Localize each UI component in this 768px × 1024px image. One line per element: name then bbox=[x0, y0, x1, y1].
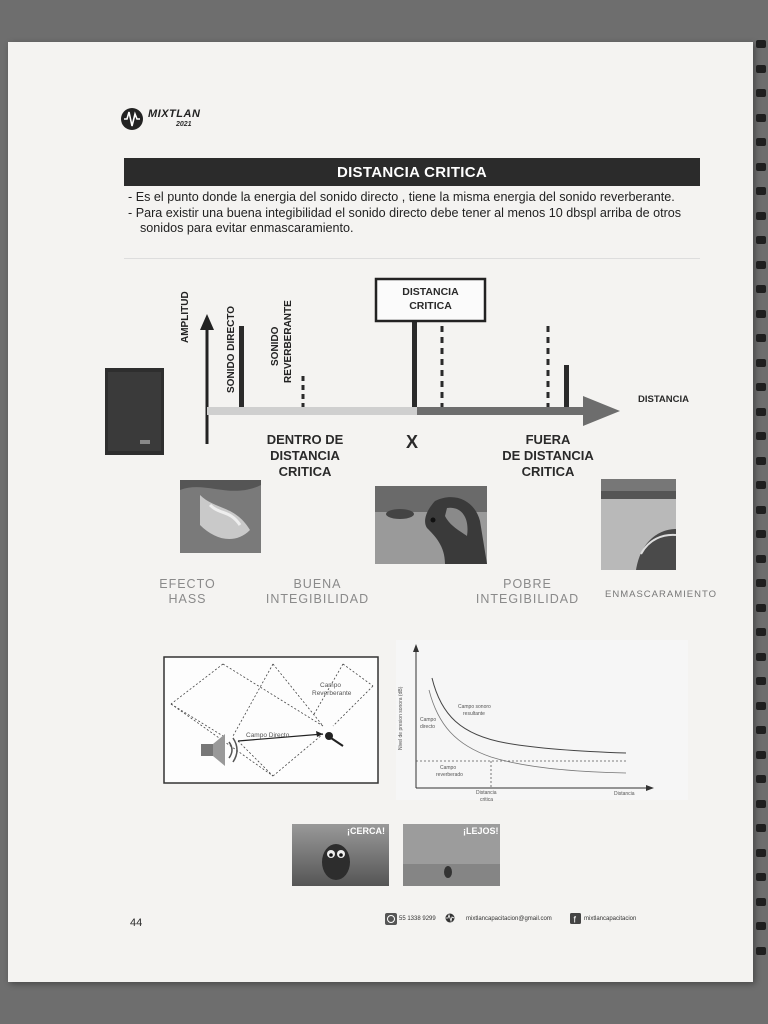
reverberant-label-line2: REVERBERANTE bbox=[283, 300, 294, 383]
direct-sound-bar bbox=[239, 326, 244, 407]
reverb-field-label-2: Reverberante bbox=[312, 690, 352, 697]
graph-y-label: Nivel de presion sonora (dB) bbox=[398, 686, 404, 750]
svg-text:f: f bbox=[573, 914, 577, 924]
critical-box-line2: CRITICA bbox=[409, 300, 452, 312]
near-label: ¡CERCA! bbox=[347, 826, 385, 836]
footer-facebook: mixtlancapacitacion bbox=[584, 916, 637, 922]
resultant-label-1: Campo sonoro bbox=[458, 704, 491, 710]
caption-efecto-line1: EFECTO bbox=[159, 577, 216, 591]
far-direct-bar bbox=[564, 365, 569, 407]
critical-distance-axis-label-1: Distancia bbox=[476, 790, 497, 796]
caption-enmascaramiento: ENMASCARAMIENTO bbox=[605, 589, 717, 600]
reverberant-label-line1: SONIDO bbox=[270, 326, 281, 366]
caption-buena-line2: INTEGIBILIDAD bbox=[265, 592, 370, 606]
direct-sound-label: SONIDO DIRECTO bbox=[226, 305, 237, 393]
room-reflection-diagram bbox=[163, 656, 379, 784]
caption-efecto-line2: HASS bbox=[168, 592, 207, 606]
direct-curve-label-2: directo bbox=[420, 724, 436, 730]
caption-buena-line1: BUENA bbox=[293, 577, 342, 591]
bullet-intelligibility: - Para existir una buena integibilidad el sonido directo debe tener al menos 10 dbspl arriba de otros sonidos para evitar enmascaramiento. bbox=[128, 205, 682, 236]
speaker-icon bbox=[105, 368, 164, 455]
inside-line2: DISTANCIA bbox=[270, 448, 340, 463]
whatsapp-icon bbox=[385, 913, 397, 925]
inside-line3: CRITICA bbox=[278, 464, 332, 479]
graph-x-label: Distancia bbox=[614, 791, 635, 797]
inside-line1: DENTRO DE bbox=[266, 432, 344, 447]
outside-line3: CRITICA bbox=[521, 464, 575, 479]
caption-buena-integibilidad bbox=[255, 577, 380, 607]
brand-mini-logo-icon bbox=[445, 913, 461, 923]
facebook-icon bbox=[570, 913, 581, 924]
direct-curve-label-1: Campo bbox=[420, 717, 437, 723]
resultant-label-2: resultante bbox=[463, 711, 485, 717]
x-mark: X bbox=[406, 432, 419, 452]
critical-distance-axis-label-2: critica bbox=[480, 797, 494, 803]
caption-pobre-integibilidad bbox=[465, 577, 590, 607]
dog-listening-photo bbox=[375, 486, 487, 564]
outside-line1: FUERA bbox=[525, 432, 571, 447]
critical-direct-bar bbox=[412, 322, 417, 407]
caption-pobre-line2: INTEGIBILIDAD bbox=[475, 592, 580, 606]
footer-email: mixtlancapacitacion@gmail.com bbox=[466, 916, 552, 922]
brand-name: MIXTLAN bbox=[148, 108, 201, 120]
hass-effect-photo bbox=[180, 480, 261, 553]
reverb-field-label-1: Campo bbox=[320, 682, 341, 689]
bullet-definition: - Es el punto donde la energia del sonido directo , tiene la misma energia del sonido reverberante. bbox=[128, 190, 675, 204]
far-label: ¡LEJOS! bbox=[463, 826, 499, 836]
direct-field-label: Campo Directo bbox=[246, 732, 290, 739]
inside-critical-label bbox=[250, 432, 360, 480]
distance-axis-label: DISTANCIA bbox=[638, 394, 690, 405]
page-number: 44 bbox=[130, 917, 143, 929]
reverb-curve-label-1: Campo bbox=[440, 765, 457, 771]
outside-line2: DE DISTANCIA bbox=[502, 448, 594, 463]
masking-photo bbox=[601, 479, 676, 570]
amplitude-label: AMPLITUD bbox=[180, 291, 191, 343]
critical-box-line1: DISTANCIA bbox=[402, 286, 459, 298]
outside-critical-label bbox=[488, 432, 608, 480]
brand-tagline: 2021 bbox=[176, 121, 192, 128]
amplitude-axis bbox=[200, 314, 214, 444]
page-title: DISTANCIA CRITICA bbox=[124, 158, 700, 186]
caption-pobre-line1: POBRE bbox=[503, 577, 552, 591]
footer-phone: 55 1338 9299 bbox=[399, 916, 436, 922]
caption-efecto-hass bbox=[140, 577, 235, 607]
reverb-curve-label-2: reverberado bbox=[436, 772, 463, 778]
